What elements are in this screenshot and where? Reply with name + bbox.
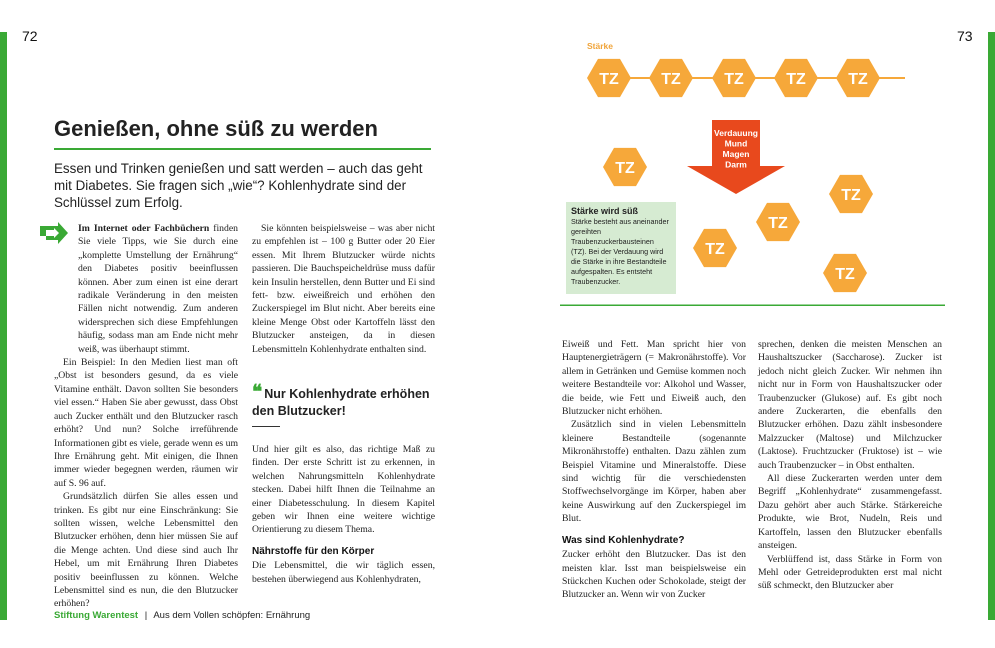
arrow-label-line: Mund (724, 138, 748, 149)
info-box-title: Stärke wird süß (571, 206, 639, 216)
tz-label: TZ (786, 71, 806, 88)
arrow-label-line: Verdauung (714, 128, 758, 138)
quote-rule (252, 426, 280, 427)
tz-hexagon (836, 59, 880, 97)
tz-hexagon (823, 254, 867, 292)
footer-brand: Stiftung Warentest (54, 610, 139, 621)
tz-label: TZ (661, 71, 681, 88)
text-column-3 (562, 338, 746, 602)
page-number-right: 73 (957, 28, 973, 44)
tz-label: TZ (841, 187, 861, 204)
col3-paragraph-1: Eiweiß und Fett. Man spricht hier von Hauptenergieträgern (= Makronährstoffe). Vor allem in Getränken und Gemüse kommen noch weitere Bestandteile vor: Alkohol und Wasser, die beide, wie Fett und Eiweiß auch, den Blutzucker nicht erhöhen. (562, 339, 746, 418)
text-column-1 (54, 222, 238, 611)
col4-paragraph-1: sprechen, denken die meisten Menschen an Haushaltszucker (Saccharose). Zucker ist jedoch nicht gleich Zucker. Wir nehmen ihn nicht nur in Form von Haushaltszucker oder Traubenzucker (Glukose) auf. Es gibt noch andere Zuckerarten, die ebenfalls den Blutzucker erhöhen. Dazu zählt insbesondere Malzzucker (Maltose) und Milchzucker (Laktose). Fruchtzucker (Fruktose) ist – wie auch Traubenzucker – in Obst enthalten. (758, 339, 942, 471)
subheading-kohlenhydrate: Was sind Kohlenhydrate? (562, 534, 685, 546)
pull-quote (252, 384, 442, 420)
tz-label: TZ (835, 266, 855, 283)
col1-paragraph-1: finden Sie viele Tipps, wie Sie durch eine „komplette Umstellung der Ernährung“ den Diabetes positiv beeinflussen können. Aber zum einen ist eine derart radikale Veränderung in den meisten Fällen nicht notwendig. Zum anderen widersprechen sich diese Empfehlungen häufig, sodass man am Ende nicht mehr weiß, was überhaupt stimmt. (78, 223, 239, 355)
text-column-4 (758, 338, 942, 593)
text-column-2b (252, 443, 435, 586)
tz-label: TZ (599, 71, 619, 88)
col2-paragraph-2: Und hier gilt es also, das richtige Maß zu finden. Der erste Schritt ist zu erkennen, in welchen Nahrungsmitteln Kohlenhydrate stecken. Dabei hilft Ihnen die Teilnahme an einer Diabetesschulung. In diesem Kapitel geben wir Ihnen eine weitere wichtige Orientierung zu diesem Thema. (252, 444, 435, 536)
article-title: Genießen, ohne süß zu werden (54, 116, 378, 141)
diagram-label: Stärke (587, 41, 613, 51)
quote-marks-icon: ❛❛ (252, 382, 261, 403)
page-number-left: 72 (22, 28, 38, 44)
intro-bold: Im Internet oder Fachbüchern (78, 223, 210, 234)
tz-hexagon (756, 203, 800, 241)
right-margin-bar (988, 32, 995, 620)
tz-hexagon (693, 229, 737, 267)
tz-label: TZ (724, 71, 744, 88)
col4-paragraph-3: Verblüffend ist, dass Stärke in Form von Mehl oder Getreideprodukten erst mal nicht süß schmeckt, den Blutzucker aber (758, 553, 942, 592)
tz-label: TZ (705, 241, 725, 258)
tz-label: TZ (768, 215, 788, 232)
footer-separator: | (144, 610, 148, 621)
pull-quote-text: Nur Kohlenhydrate erhöhen den Blutzucker! (252, 387, 430, 418)
tz-hexagon (829, 175, 873, 213)
footer-series-title: Aus dem Vollen schöpfen: Ernährung (153, 610, 311, 621)
text-column-2 (252, 222, 435, 356)
col3-paragraph-3: Zucker erhöht den Blutzucker. Das ist den meisten klar. Isst man beispielsweise ein Stückchen Kuchen oder Schokolade, steigt der Blutzucker an. Wenn wir von Zucker (562, 549, 746, 601)
subheading-naehrstoffe: Nährstoffe für den Körper (252, 545, 375, 557)
footer (54, 610, 310, 621)
tz-hexagon (587, 59, 631, 97)
digestion-arrow (687, 120, 785, 194)
lead-paragraph: Essen und Trinken genießen und satt werden – auch das geht mit Diabetes. Sie fragen sich „wie“? Kohlenhydrate sind der Schlüssel zum Erfolg. (54, 161, 423, 210)
col3-paragraph-2: Zusätzlich sind in vielen Lebensmitteln kleinere Bestandteile (sogenannte Mikronährstoffe) enthalten. Dazu zählen zum Beispiel Vitamine und Mineralstoffe. Diese sind wichtig für die verschiedensten Stoffwechselvorgänge im Körper, haben aber keine Auswirkung auf den Zuckerspiegel im Blut. (562, 419, 746, 525)
info-box (566, 202, 676, 294)
arrow-label-line: Darm (725, 159, 747, 170)
col1-paragraph-3: Grundsätzlich dürfen Sie alles essen und trinken. Es gibt nur eine Einschränkung: Sie sollten wissen, welche Lebensmittel den Blutzucker erhöhen, denn hier müssen Sie auf die Menge achten. Und diese sind auch Ihr Hebel, um mit Ernährung Ihren Diabetes positiv beeinflussen zu können. Welche Lebensmittel sind es nun, die den Blutzucker erhöhen? (54, 491, 238, 610)
col2-paragraph-3: Die Lebensmittel, die wir täglich essen, bestehen überwiegend aus Kohlenhydraten, (252, 560, 435, 585)
info-box-text: Stärke besteht aus aneinander gereihten Traubenzuckerbausteinen (TZ). Bei der Verdauung wird die Stärke in ihre Bestandteile aufgespalten. Es entsteht Traubenzucker. (571, 217, 669, 286)
col2-paragraph-1: Sie könnten beispielsweise – was aber nicht zu empfehlen ist – 100 g Butter oder 20 Eier essen. Mit Ihrem Blutzucker würde nichts passieren. Die Bauchspeicheldrüse muss dafür kein Insulin herstellen, denn Butter und Ei sind fett- bzw. eiweißreich und erhöhen den Zuckerspiegel im Blut nicht. Aber bereits eine kleine Menge Obst oder Kartoffeln lässt den Blutzucker ansteigen, da in diesen Lebensmitteln Kohlenhydrate enthalten sind. (252, 223, 435, 355)
arrow-label-line: Magen (722, 149, 750, 159)
tz-hexagon (649, 59, 693, 97)
tz-label: TZ (615, 160, 635, 177)
col4-paragraph-2: All diese Zuckerarten werden unter dem Begriff „Kohlenhydrate“ zusammengefasst. Dazu gehört aber auch Stärke. Stärkereiche Produkte, wie Brot, Nudeln, Reis und Kartoffeln, lassen den Blutzucker ebenfalls ansteigen. (758, 473, 942, 552)
tz-label: TZ (848, 71, 868, 88)
left-margin-bar (0, 32, 7, 620)
tz-hexagon (712, 59, 756, 97)
tz-hexagon (603, 148, 647, 186)
tz-hexagon (774, 59, 818, 97)
col1-paragraph-2: Ein Beispiel: In den Medien liest man oft „Obst ist besonders gesund, da es viele Vitamine enthält. Davon sollten Sie besonders viel essen.“ Haben Sie aber gewusst, dass Obst auch Zucker enthält und den Blutzucker rasch erhöht? Und nun? Solche irreführende Informationen gibt es viele, gerade wenn es um Ihre Ernährung geht. Mit einigen, die Ihnen immer wieder begegnen werden, räumen wir auf S. 96 auf. (54, 357, 239, 489)
title-underline (54, 148, 431, 150)
